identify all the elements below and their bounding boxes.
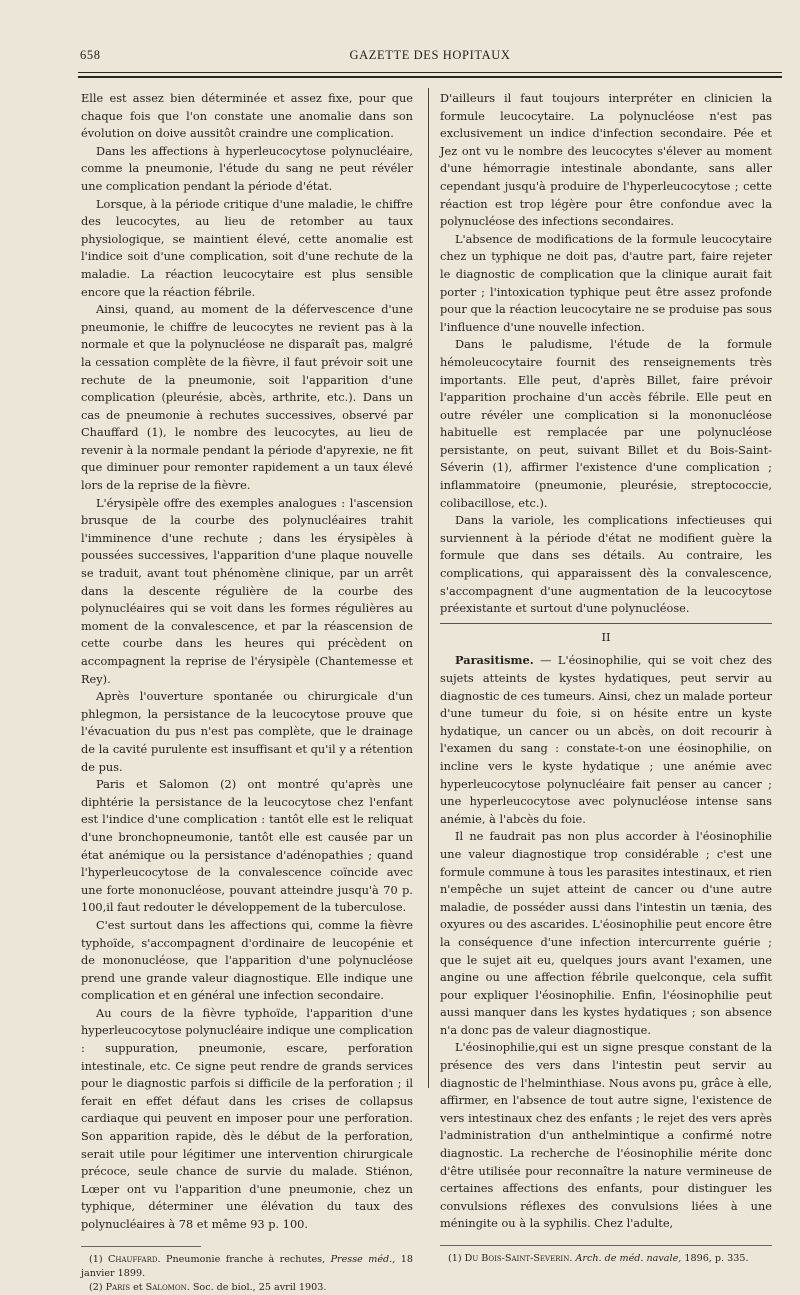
paragraph: Ainsi, quand, au moment de la défervescence d'une pneumonie, le chiffre de leucocytes ne revient pas à la normale et que la polynucléose ne disparaît pas, malgré la cessation complète de la fièvre, il faut prévoir soit une rechute de la pneumonie, soit l'apparition d'une complication (pleurésie, abcès, arthrite, etc.). Dans un cas de pneumonie à rechutes successives, observé par Chauffard (1), le nombre des leucocytes, au lieu de revenir à la normale pendant la période d'apyrexie, ne fit que diminuer pour remonter rapidement a un taux élevé lors de la reprise de la fièvre. [81, 302, 413, 493]
page-header [80, 42, 780, 66]
footnote-rule [81, 1246, 201, 1247]
paragraph: Après l'ouverture spontanée ou chirurgicale d'un phlegmon, la persistance de la leucocytose prouve que l'évacuation du pus n'est pas complète, que le drainage de la cavité purulente est insuffisant et qu'il y a rétention de pus. [81, 689, 413, 774]
footnote-number: (1) [448, 1253, 462, 1264]
footnote-1 [440, 1252, 772, 1266]
footnote-text: Pneumonie franche à rechutes, [166, 1253, 326, 1265]
footnote-source: Presse méd., [330, 1253, 396, 1265]
paragraph: L'éosinophilie,qui est un signe presque constant de la présence des vers dans l'intestin peut servir au diagnostic de l'helminthiase. Nous avons pu, grâce à elle, affirmer, en l'absence de tout autre signe, l'existence de vers intestinaux chez des enfants ; le rejet des vers après l'administration d'un anthelmintique a confirmé notre diagnostic. La recherche de l'éosinophilie mérite donc d'être utilisée pour reconnaître la nature vermineuse de certaines affections des enfants, pour distinguer les convulsions réflexes des convulsions liées à une méningite ou à la syphilis. Chez l'adulte, [440, 1040, 772, 1231]
paragraph: L'absence de modifications de la formule leucocytaire chez un typhique ne doit pas, d'autre part, faire rejeter le diagnostic de complication que la clinique aurait fait porter ; l'intoxication typhique peut être assez profonde pour que la réaction leucocytaire ne se produise pas sous l'influence d'une nouvelle infection. [440, 231, 772, 334]
footnote-author: Chauffard. [108, 1253, 161, 1265]
paragraph: D'ailleurs il faut toujours interpréter en clinicien la formule leucocytaire. La polynucléose n'est pas exclusivement un indice d'infection secondaire. Pée et Jez ont vu le nombre des leucocytes s'élever au moment d'une hémorragie intestinale abondante, sans aller cependant jusqu'à produire de l'hyperleucocytose ; cette réaction est trop légère pour être confondue avec la polynucléose des infections secondaires. [440, 91, 772, 229]
footnote-author: Salomon. [145, 1281, 190, 1293]
header-rule-bottom [78, 76, 782, 78]
paragraph: Paris et Salomon (2) ont montré qu'après une diphtérie la persistance de la leucocytose chez l'enfant est l'indice d'une complication : tantôt elle est le reliquat d'une bronchopneumonie, tantôt elle est causée par un état anémique ou la persistance d'adénopathies ; quand l'hyperleucocytose de la convalescence coïncide avec une forte mononucléose, pouvant atteindre jusqu'à 70 p. 100,il faut redouter le développement de la tuberculose. [81, 777, 413, 915]
paragraph: Dans les affections à hyperleucocytose polynucléaire, comme la pneumonie, l'étude du sang ne peut révéler une complication pendant la période d'état. [81, 143, 413, 193]
paragraph: Au cours de la fièvre typhoïde, l'apparition d'une hyperleucocytose polynucléaire indique une complication : suppuration, pneumonie, escare, perforation intestinale, etc. Ce signe peut rendre de grands services pour le diagnostic parfois si difficile de la perforation ; il ferait en effet défaut dans les crises de collapsus cardiaque qui peuvent en imposer pour une perforation. Son apparition rapide, dès le début de la perforation, serait utile pour légitimer une intervention chirurgicale précoce, seule chance de survie du malade. Stiénon, Lœper ont vu l'apparition d'une pneumonie, chez un typhique, déterminer une élévation du taux des polynucléaires à 78 et même 93 p. 100. [81, 1005, 413, 1231]
footnote-author: Paris [105, 1281, 130, 1293]
section-separator [440, 623, 772, 624]
footnote-conjunction: et [133, 1281, 143, 1293]
footnote-text: Soc. de biol., 25 avril 1903. [192, 1281, 327, 1293]
paragraph: Lorsque, à la période critique d'une maladie, le chiffre des leucocytes, au lieu de retomber au taux physiologique, se maintient élevé, cette anomalie est l'indice soit d'une complication, soit d'une rechute de la maladie. La réaction leucocytaire est plus sensible encore que la réaction fébrile. [81, 196, 413, 299]
paragraph: Il ne faudrait pas non plus accorder à l'éosinophilie une valeur diagnostique trop considérable ; c'est une formule commune à tous les parasites intestinaux, et rien n'empêche un sujet atteint de cancer ou d'une autre maladie, de posséder aussi dans l'intestin un tænia, des oxyures ou des ascarides. L'éosinophilie peut encore être la conséquence d'une infection intercurrente guérie ; que le sujet ait eu, quelques jours avant l'examen, une angine ou une affection fébrile quelconque, cela suffit pour expliquer l'éosinophilie. Enfin, l'éosinophilie peut aussi manquer dans les kystes hydatiques ; son absence n'a donc pas de valeur diagnostique. [440, 829, 772, 1037]
header-rule-top [78, 72, 782, 73]
section-heading: Parasitisme. [455, 653, 534, 668]
running-title: GAZETTE DES HOPITAUX [349, 48, 511, 62]
section-lead-text: — L'éosinophilie, qui se voit chez des sujets atteints de kystes hydatiques, peut servir au diagnostic de ces tumeurs. Ainsi, chez un malade porteur d'une tumeur du foie, si on hésite entre un kyste hydatique, un cancer ou un abcès, on doit recourir à l'examen du sang : constate-t-on une éosinophilie, on incline vers le kyste hydatique ; une anémie avec hyperleucocytose polynucléaire fait penser au cancer ; une hyperleucocytose avec polynucléose intense sans anémie, à l'abcès du foie. [440, 653, 772, 826]
footnote-1 [81, 1253, 413, 1281]
section-number: II [601, 629, 611, 644]
paragraph: C'est surtout dans les affections qui, comme la fièvre typhoïde, s'accompagnent d'ordinaire de leucopénie et de mononucléose, que l'apparition d'une polynucléose prend une grande valeur diagnostique. Elle indique une complication et en général une infection secondaire. [81, 917, 413, 1003]
footnote-date: 1896, p. 335. [684, 1253, 749, 1264]
page-number: 658 [80, 48, 101, 62]
right-column [440, 90, 772, 1266]
footnote-number: (2) [89, 1281, 103, 1293]
footnote-2 [81, 1281, 413, 1295]
footnote-rule [440, 1245, 772, 1246]
footnote-date: 18 janvier 1899. [81, 1253, 413, 1279]
paragraph: Dans le paludisme, l'étude de la formule hémoleucocytaire fournit des renseignements très importants. Elle peut, d'après Billet, faire prévoir l'apparition prochaine d'un accès fébrile. Elle peut en outre révéler une complication si la mononucléose habituelle est remplacée par une polynucléose persistante, on peut, suivant Billet et du Bois-Saint-Séverin (1), affirmer l'existence d'une complication ; inflammatoire (pneumonie, pleurésie, streptococcie, colibacillose, etc.). [440, 337, 772, 510]
footnote-number: (1) [89, 1253, 103, 1265]
paragraph: Dans la variole, les complications infectieuses qui surviennent à la période d'état ne modifient guère la formule que dans ses détails. Au contraire, les complications, qui apparaissent dès la convalescence, s'accompagnent d'une augmentation de la leucocytose préexistante et surtout d'une polynucléose. [440, 513, 772, 616]
section-lead-paragraph [440, 652, 772, 828]
column-divider [428, 88, 429, 1088]
left-column [81, 90, 413, 1295]
footnote-source: Arch. de méd. navale, [575, 1253, 682, 1264]
paragraph: L'érysipèle offre des exemples analogues : l'ascension brusque de la courbe des polynucléaires trahit l'imminence d'une rechute ; dans les érysipèles à poussées successives, l'apparition d'une plaque nouvelle se traduit, avant tout phénomène clinique, par un arrêt dans la descente régulière de la courbe des polynucléaires qui se voit dans les formes régulières au moment de la convalescence, et par la réascension de cette courbe dans les heures qui précèdent on accompagnent la reprise de l'érysipèle (Chantemesse et Rey). [81, 495, 413, 686]
paragraph: Elle est assez bien déterminée et assez fixe, pour que chaque fois que l'on constate une anomalie dans son évolution on doive aussitôt craindre une complication. [81, 91, 413, 141]
footnote-author: Du Bois-Saint-Severin. [464, 1253, 573, 1264]
